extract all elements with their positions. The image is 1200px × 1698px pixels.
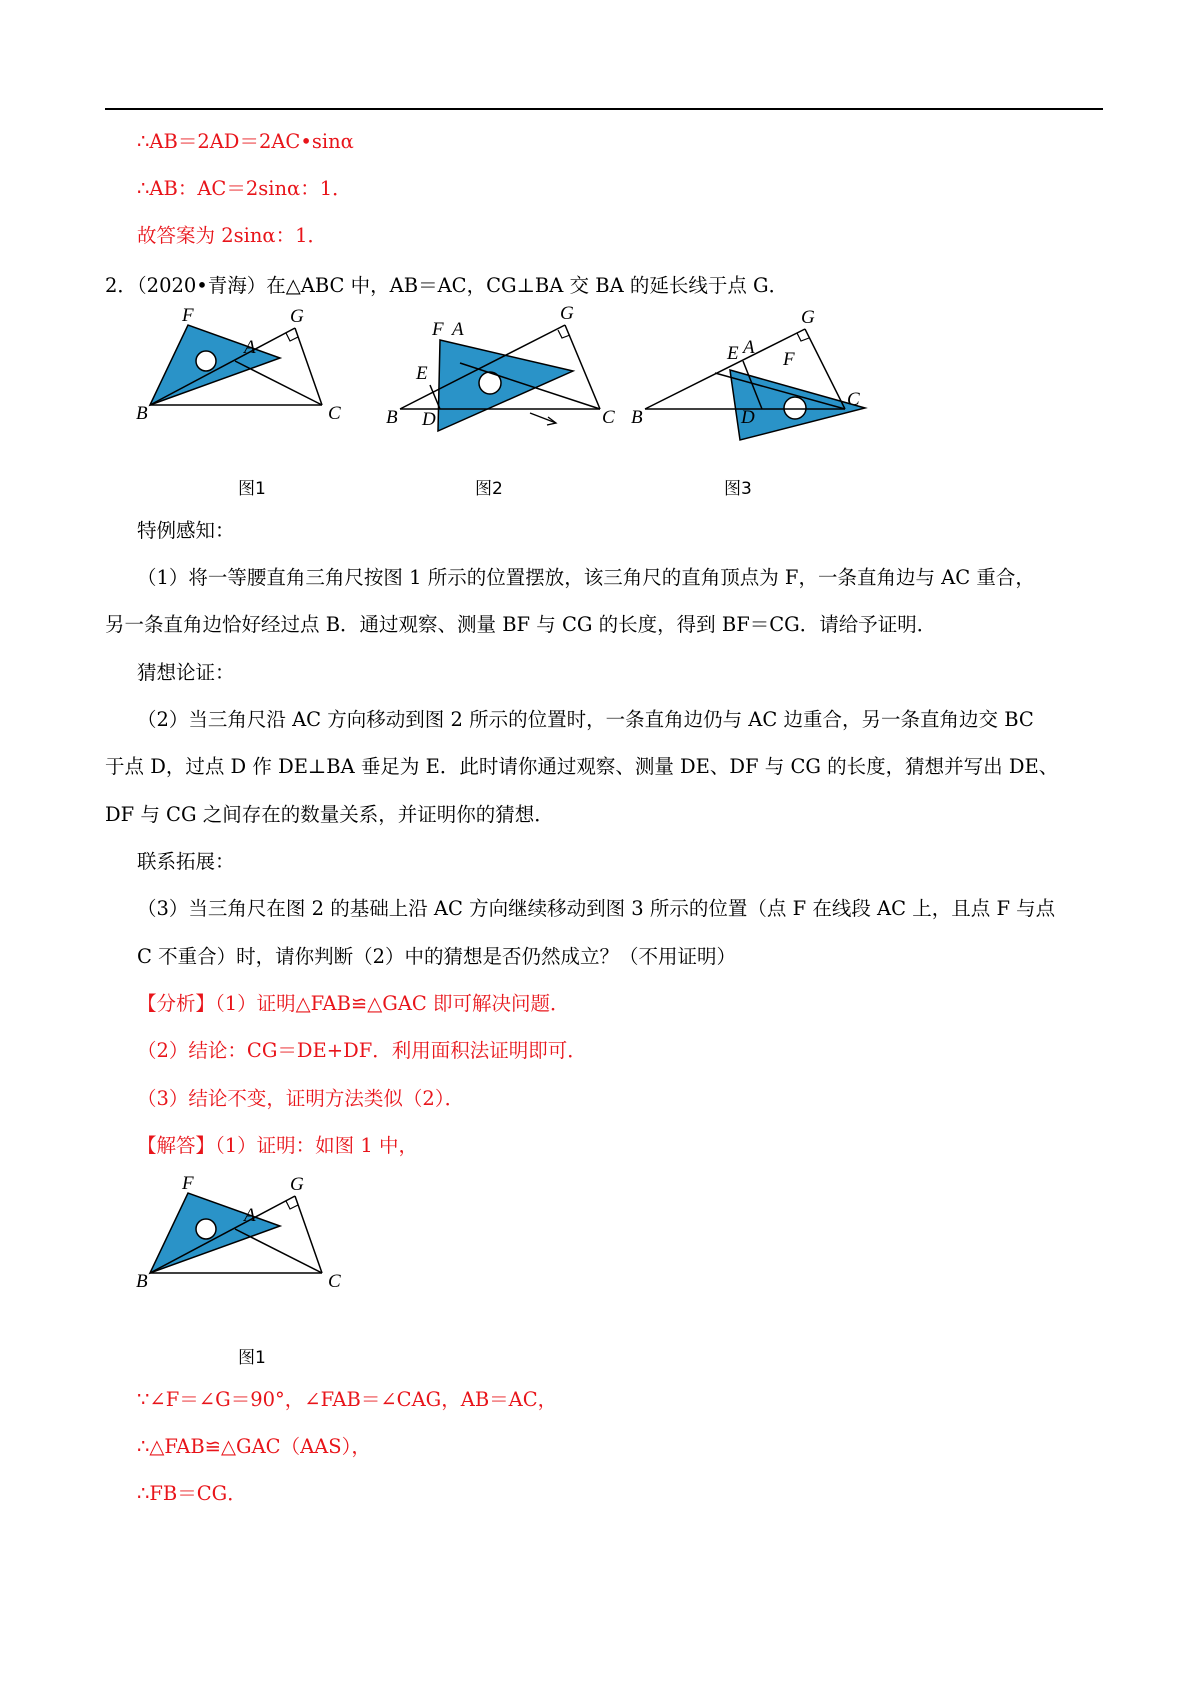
answer-line-2: ∵∠F＝∠G＝90°，∠FAB＝∠CAG，AB＝AC， [137,1388,558,1411]
analysis-line-2: （2）结论：CG＝DE+DF．利用面积法证明即可． [137,1039,587,1062]
fig3-label-E: E [727,343,739,364]
figure-1-answer-caption: 图1 [238,1348,266,1368]
fig2-label-G: G [560,303,574,324]
figure-2 [386,303,620,439]
question-1-line-2: 另一条直角边恰好经过点 B．通过观察、测量 BF 与 CG 的长度，得到 BF＝CG．请给予证明． [105,613,937,636]
fig2-label-B: B [386,407,398,428]
set-square-hole-answer [196,1219,216,1239]
question-1-line-1: （1）将一等腰直角三角尺按图 1 所示的位置摆放，该三角尺的直角顶点为 F，一条直角边与 AC 重合， [137,566,1035,589]
fig2-label-D: D [422,409,436,430]
analysis-line-3: （3）结论不变，证明方法类似（2）． [137,1087,465,1110]
set-square-hole-1 [196,351,216,371]
fig3-label-D: D [741,407,755,428]
section-title-3: 联系拓展： [137,850,235,873]
fig1-label-C: C [328,403,341,424]
fig2-label-F: F [432,319,444,340]
question-2-line-1: （2）当三角尺沿 AC 方向移动到图 2 所示的位置时，一条直角边仍与 AC 边重合，另一条直角边交 BC [137,708,1034,731]
fig3-label-G: G [801,307,815,328]
fig3-label-F: F [783,349,795,370]
fig1-label-G: G [290,306,304,327]
fig3-label-C: C [847,389,860,410]
fig1a-label-C: C [328,1271,341,1292]
set-square-hole-3 [784,397,806,419]
section-title-1: 特例感知： [137,519,235,542]
figure-1-caption: 图1 [238,479,266,499]
fig1a-label-A: A [244,1205,256,1226]
prev-solution-line-2: ∴AB：AC＝2sinα：1． [137,177,352,200]
fig1a-label-F: F [182,1173,194,1194]
fig1-label-F: F [182,305,194,326]
prev-solution-line-1: ∴AB＝2AD＝2AC•sinα [137,130,354,153]
header-rule [105,108,1103,110]
fig1a-label-G: G [290,1174,304,1195]
fig1a-label-B: B [136,1271,148,1292]
fig3-label-A: A [743,337,755,358]
fig3-label-B: B [631,407,643,428]
figure-3-caption: 图3 [724,479,752,499]
fig2-label-A: A [452,319,464,340]
question-3-line-2: C 不重合）时，请你判断（2）中的猜想是否仍然成立？（不用证明） [137,945,737,968]
figure-3 [631,305,875,449]
question-2-line-2: 于点 D，过点 D 作 DE⊥BA 垂足为 E．此时请你通过观察、测量 DE、DF 与 CG 的长度，猜想并写出 DE、 [105,755,1059,778]
set-square-2 [438,340,573,431]
figure-2-caption: 图2 [475,479,503,499]
problem-stem: 2．（2020•青海）在△ABC 中，AB＝AC，CG⊥BA 交 BA 的延长线于点 G． [105,274,789,297]
figure-1 [136,305,380,424]
question-3-line-1: （3）当三角尺在图 2 的基础上沿 AC 方向继续移动到图 3 所示的位置（点 F 在线段 AC 上，且点 F 与点 [137,897,1056,920]
fig1-label-B: B [136,403,148,424]
figure-1-answer [136,1173,380,1292]
question-2-line-3: DF 与 CG 之间存在的数量关系，并证明你的猜想． [105,803,554,826]
fig1-label-A: A [244,337,256,358]
prev-solution-line-3: 故答案为 2sinα：1． [137,224,327,247]
answer-line-4: ∴FB＝CG． [137,1482,247,1505]
fig2-label-C: C [602,407,615,428]
fig2-label-E: E [416,363,428,384]
answer-line-3: ∴△FAB≌△GAC（AAS）， [137,1435,371,1458]
answer-line-1: 【解答】（1）证明：如图 1 中， [137,1134,418,1157]
analysis-line-1: 【分析】（1）证明△FAB≌△GAC 即可解决问题． [137,992,570,1015]
section-title-2: 猜想论证： [137,661,235,684]
